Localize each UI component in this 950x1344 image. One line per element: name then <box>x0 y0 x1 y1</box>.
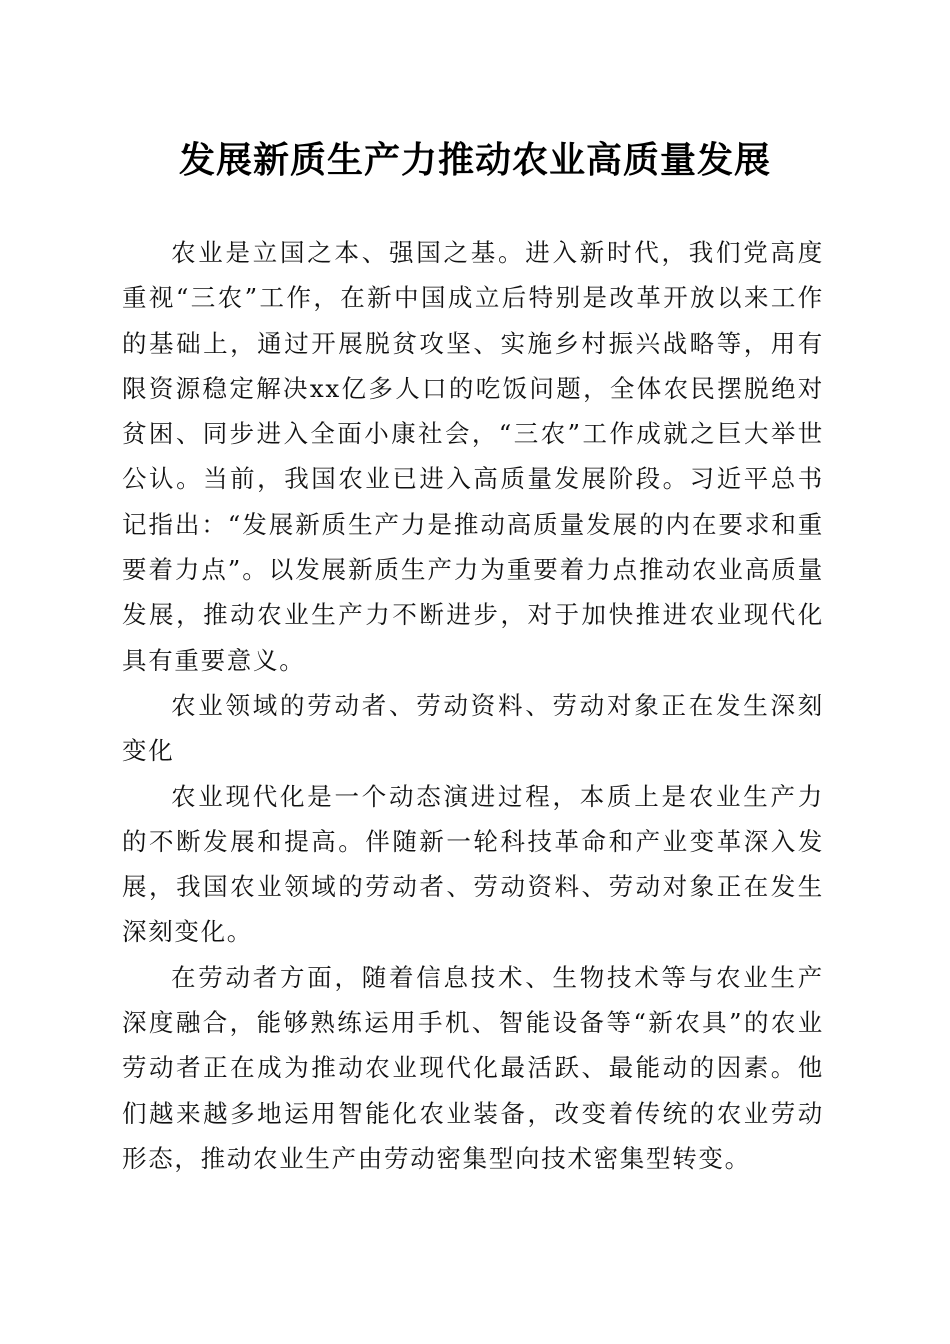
paragraph-modernization: 农业现代化是一个动态演进过程，本质上是农业生产力的不断发展和提高。伴随新一轮科技革命和产业变革深入发展，我国农业领域的劳动者、劳动资料、劳动对象正在发生深刻变化。 <box>122 781 824 947</box>
section-heading: 农业领域的劳动者、劳动资料、劳动对象正在发生深刻变化 <box>122 690 824 766</box>
paragraph-laborers: 在劳动者方面，随着信息技术、生物技术等与农业生产深度融合，能够熟练运用手机、智能设备等“新农具”的农业劳动者正在成为推动农业现代化最活跃、最能动的因素。他们越来越多地运用智能化农业装备，改变着传统的农业劳动形态，推动农业生产由劳动密集型向技术密集型转变。 <box>122 962 824 1173</box>
paragraph-intro: 农业是立国之本、强国之基。进入新时代，我们党高度重视“三农”工作，在新中国成立后特别是改革开放以来工作的基础上，通过开展脱贫攻坚、实施乡村振兴战略等，用有限资源稳定解决xx亿多人口的吃饭问题，全体农民摆脱绝对贫困、同步进入全面小康社会，“三农”工作成就之巨大举世公认。当前，我国农业已进入高质量发展阶段。习近平总书记指出：“发展新质生产力是推动高质量发展的内在要求和重要着力点”。以发展新质生产力为重要着力点推动农业高质量发展，推动农业生产力不断进步，对于加快推进农业现代化具有重要意义。 <box>122 238 824 675</box>
document-body <box>122 230 824 1181</box>
document-title: 发展新质生产力推动农业高质量发展 <box>178 139 771 181</box>
